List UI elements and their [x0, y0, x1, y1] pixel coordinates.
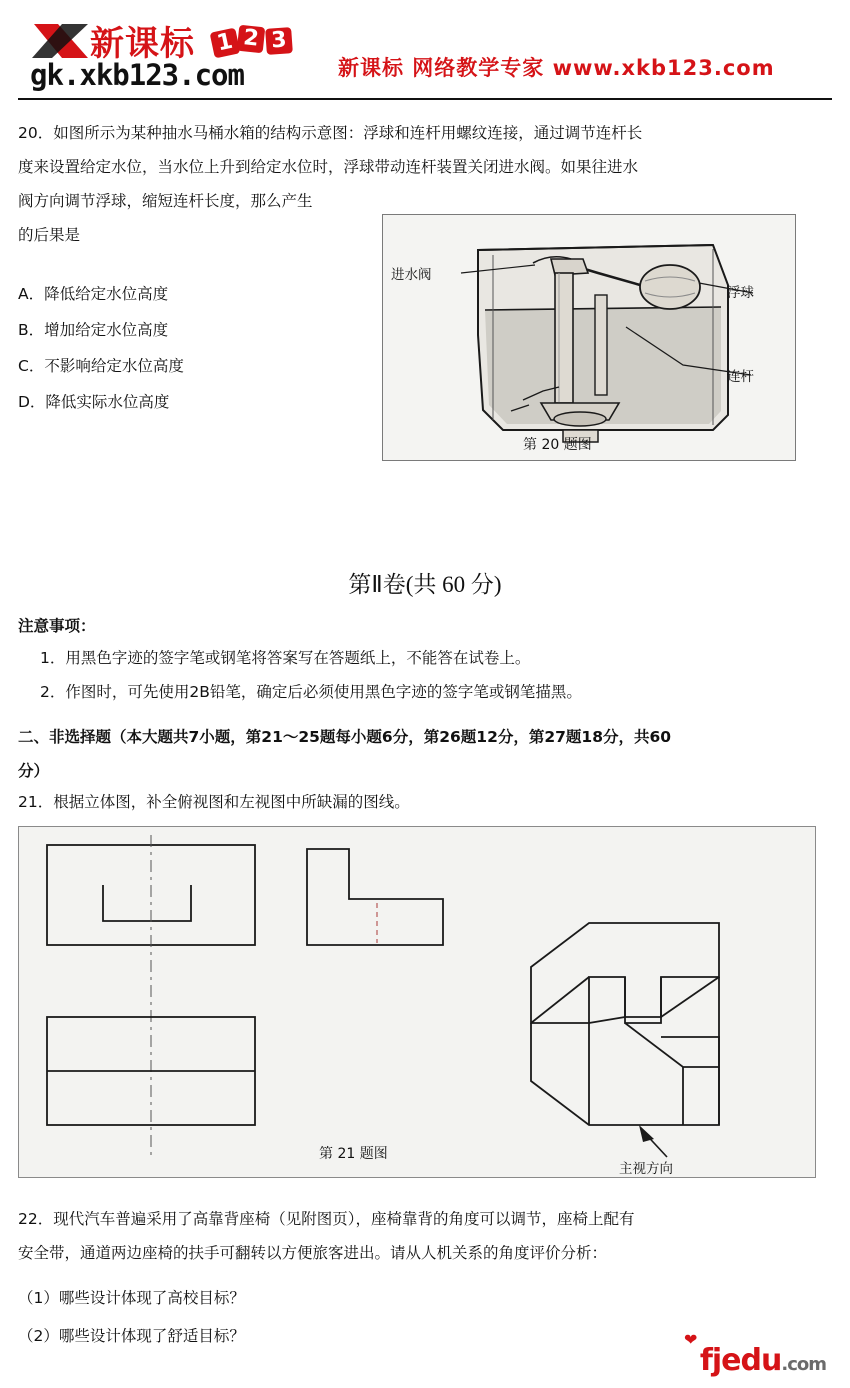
q20-line-4: 的后果是	[18, 226, 81, 244]
question-22-text	[18, 1202, 818, 1270]
question-21-text: 21．根据立体图，补全俯视图和左视图中所缺漏的图线。	[18, 793, 410, 811]
footer-brand	[700, 1343, 826, 1378]
notice-item-1: 1．用黑色字迹的签字笔或钢笔将答案写在答题纸上，不能答在试卷上。	[40, 649, 531, 667]
logo-digit-3: 3	[265, 27, 293, 55]
orthographic-views-diagram	[19, 827, 813, 1175]
logo-slash-icon	[32, 22, 90, 60]
volume-2-title: 第Ⅱ卷(共 60 分)	[348, 572, 502, 597]
q22-line-1: 22．现代汽车普遍采用了高靠背座椅（见附图页），座椅靠背的角度可以调节，座椅上配有	[18, 1210, 635, 1228]
figure-21-arrow-label: 主视方向	[619, 1161, 673, 1177]
option-a[interactable]: A．降低给定水位高度	[18, 285, 169, 303]
figure-21-caption: 第 21 题图	[319, 1146, 388, 1162]
site-logo	[22, 14, 322, 94]
section-2-heading-line-1: 二、非选择题（本大题共7小题，第21～25题每小题6分，第26题12分，第27题18分，共60	[18, 728, 672, 746]
q20-line-1: 20．如图所示为某种抽水马桶水箱的结构示意图：浮球和连杆用螺纹连接，通过调节连杆长	[18, 124, 643, 142]
logo-url-text: gk.xkb123.com	[30, 58, 244, 92]
notice-title: 注意事项：	[18, 617, 96, 635]
figure-20-caption: 第 20 题图	[523, 437, 592, 453]
q22-line-2: 安全带，通道两边座椅的扶手可翻转以方便旅客进出。请从人机关系的角度评价分析：	[18, 1244, 608, 1262]
footer-brand-suffix: .com	[781, 1354, 826, 1375]
section-2-heading-line-2: 分）	[18, 762, 50, 780]
figure-21	[18, 826, 816, 1178]
figure-20	[382, 214, 796, 461]
logo-chinese-text: 新课标	[90, 24, 195, 64]
q22-sub-1: （1）哪些设计体现了高校目标？	[18, 1289, 245, 1307]
toilet-tank-diagram	[383, 215, 793, 458]
option-d[interactable]: D．降低实际水位高度	[18, 393, 170, 411]
heart-icon: ❤	[684, 1332, 698, 1349]
logo-digit-1: 1	[210, 28, 241, 59]
q22-sub-2: （2）哪些设计体现了舒适目标？	[18, 1327, 245, 1345]
label-float-ball: 浮球	[727, 285, 754, 301]
option-b[interactable]: B．增加给定水位高度	[18, 321, 169, 339]
section-2-heading	[18, 720, 828, 788]
footer-brand-name: fjedu	[699, 1343, 782, 1378]
page-header	[0, 0, 850, 100]
logo-digit-2: 2	[237, 25, 266, 54]
header-tagline: 新课标 网络教学专家 www.xkb123.com	[338, 56, 775, 80]
option-c[interactable]: C．不影响给定水位高度	[18, 357, 184, 375]
notice-item-2: 2．作图时，可先使用2B铅笔，确定后必须使用黑色字迹的签字笔或钢笔描黑。	[40, 683, 582, 701]
q20-line-2: 度来设置给定水位，当水位上升到给定水位时，浮球带动连杆装置关闭进水阀。如果往进水	[18, 158, 639, 176]
question-20-options	[18, 276, 378, 420]
q20-line-3: 阀方向调节浮球，缩短连杆长度，那么产生	[18, 192, 313, 210]
label-inlet-valve: 进水阀	[391, 267, 432, 283]
label-link-rod: 连杆	[727, 369, 754, 385]
header-divider	[18, 98, 832, 100]
